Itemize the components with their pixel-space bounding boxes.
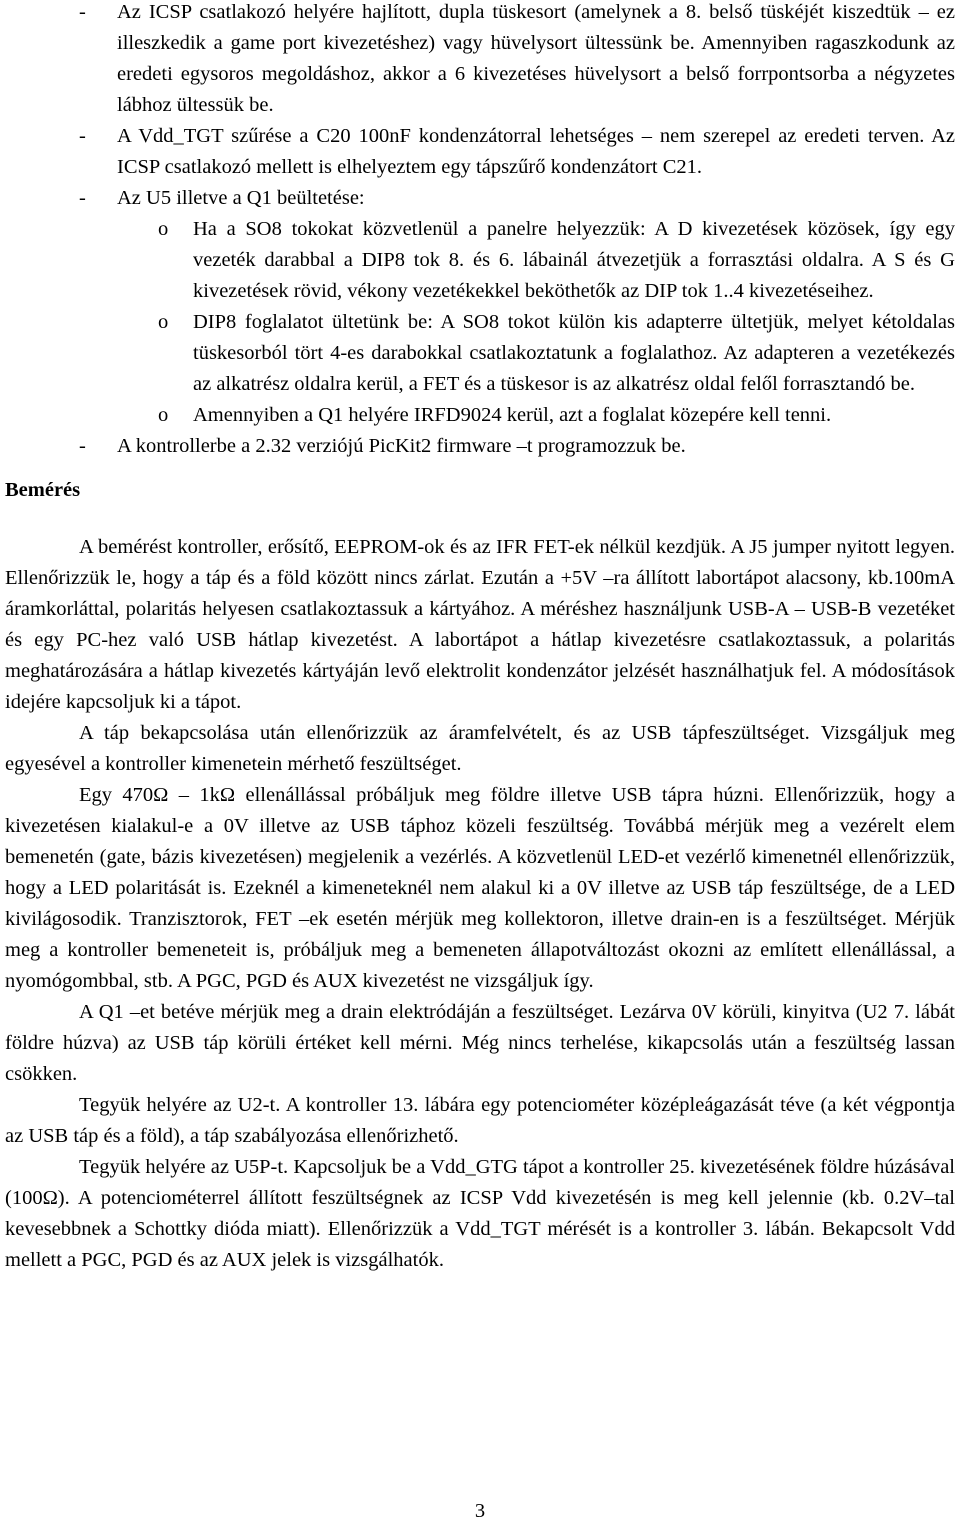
paragraph: A Q1 –et betéve mérjük meg a drain elektródáján a feszültséget. Lezárva 0V körüli, kinyitva (U2 7. lábát földre húzva) az USB táp körüli értéket kell mérni. Még nincs terhelése, kikapcsolás után a feszültség lassan csökken. (5, 1001, 955, 1085)
instruction-list (5, 0, 955, 462)
sub-list-item (5, 214, 955, 307)
section-heading: Bemérés (5, 479, 81, 501)
list-item-text: A kontrollerbe a 2.32 verziójú PicKit2 firmware –t programozzuk be. (117, 435, 686, 457)
list-item (5, 121, 955, 183)
page-number: 3 (474, 1500, 486, 1522)
list-marker: - (79, 187, 86, 209)
sub-list-item-text: Ha a SO8 tokokat közvetlenül a panelre helyezzük: A D kivezetések közösek, így egy vezeték darabbal a DIP8 tok 8. és 6. lábainál átvezetjük a forrasztási oldalra. A S és G kivezetések rövid, vékony vezetékekkel beköthetők az DIP tok 1..4 kivezetéseihez. (193, 218, 955, 302)
paragraph: Tegyük helyére az U2-t. A kontroller 13. lábára egy potenciométer középleágazását téve (a két végpontja az USB táp és a föld), a táp szabályozása ellenőrizhető. (5, 1094, 955, 1147)
list-item-text: Az U5 illetve a Q1 beültetése: (117, 187, 365, 209)
list-item-text: Az ICSP csatlakozó helyére hajlított, dupla tüskesort (amelynek a 8. belső tüskéjét kiszedtük – ez illeszkedik a game port kivezetéshez) vagy hüvelysort ültessünk be. Amennyiben ragaszkodunk az eredeti egysoros megoldáshoz, akkor a 6 kivezetéses hüvelysort a belső forrpontsorba a négyzetes lábhoz ültessük be. (117, 1, 955, 116)
document-page (5, 0, 955, 1276)
list-marker: - (79, 125, 86, 147)
sub-list-marker: o (158, 404, 169, 426)
sub-list-item-text: DIP8 foglalatot ültetünk be: A SO8 tokot külön kis adapterre ültetjük, melyet kétoldalas tüskesorból tört 4-es darabokkal csatlakoztatunk a foglalathoz. Az adapteren a vezetékezés az alkatrész oldalra kerül, a FET és a tüskesor is az alkatrész oldal felől forrasztandó be. (193, 311, 955, 395)
list-item (5, 431, 955, 462)
section-body (5, 532, 955, 1276)
sub-list-item (5, 400, 955, 431)
paragraph: Egy 470Ω – 1kΩ ellenállással próbáljuk meg földre illetve USB tápra húzni. Ellenőrizzük, hogy a kivezetésen kialakul-e a 0V illetve az USB táphoz közeli feszültség. Továbbá mérjük meg a vezérelt elem bemenetén (gate, bázis kivezetésen) megjelenik a vezérlés. A közvetlenül LED-et vezérlő kimenetnél ellenőrizzük, hogy a LED polaritását is. Ezeknél a kimeneteknél nem alakul ki a 0V illetve az USB táp feszültsége, de a LED kivilágosodik. Tranzisztorok, FET –ek esetén mérjük meg kollektoron, illetve drain-en is a feszültséget. Mérjük meg a kontroller bemeneteit is, próbáljuk meg a bemeneten állapotváltozást okozni az említett ellenállással, a nyomógombbal, stb. A PGC, PGD és AUX kivezetést ne vizsgáljuk így. (5, 784, 955, 992)
list-item (5, 0, 955, 121)
paragraph: A táp bekapcsolása után ellenőrizzük az áramfelvételt, és az USB tápfeszültséget. Vizsgáljuk meg egyesével a kontroller kimenetein mérhető feszültséget. (5, 722, 955, 775)
sub-list-marker: o (158, 218, 169, 240)
list-item-text: A Vdd_TGT szűrése a C20 100nF kondenzátorral lehetséges – nem szerepel az eredeti terven. Az ICSP csatlakozó mellett is elhelyeztem egy tápszűrő kondenzátort C21. (117, 125, 955, 178)
sub-list-item-text: Amennyiben a Q1 helyére IRFD9024 kerül, azt a foglalat közepére kell tenni. (193, 404, 832, 426)
list-marker: - (79, 1, 86, 23)
sub-list-item (5, 307, 955, 400)
list-marker: - (79, 435, 86, 457)
list-item (5, 183, 955, 214)
paragraph: Tegyük helyére az U5P-t. Kapcsoljuk be a Vdd_GTG tápot a kontroller 25. kivezetésének földre húzásával (100Ω). A potenciométerrel állított feszültségnek az ICSP Vdd kivezetésén is meg kell jelennie (kb. 0.2V–tal kevesebbnek a Schottky dióda miatt). Ellenőrizzük a Vdd_TGT mérését is a kontroller 3. lábán. Bekapcsolt Vdd mellett a PGC, PGD és az AUX jelek is vizsgálhatók. (5, 1156, 955, 1271)
paragraph: A bemérést kontroller, erősítő, EEPROM-ok és az IFR FET-ek nélkül kezdjük. A J5 jumper nyitott legyen. Ellenőrizzük le, hogy a táp és a föld között nincs zárlat. Ezután a +5V –ra állított labortápot alacsony, kb.100mA áramkorláttal, polaritás helyesen csatlakoztassuk a kártyához. A méréshez használjunk USB-A – USB-B vezetéket és egy PC-hez való USB hátlap kivezetést. A labortápot a hátlap kivezetésre csatlakoztassuk, a polaritás meghatározására a hátlap kivezetés kártyáján levő elektrolit kondenzátor jelzését használhatjuk fel. A módosítások idejére kapcsoljuk ki a tápot. (5, 536, 955, 713)
sub-list-marker: o (158, 311, 169, 333)
